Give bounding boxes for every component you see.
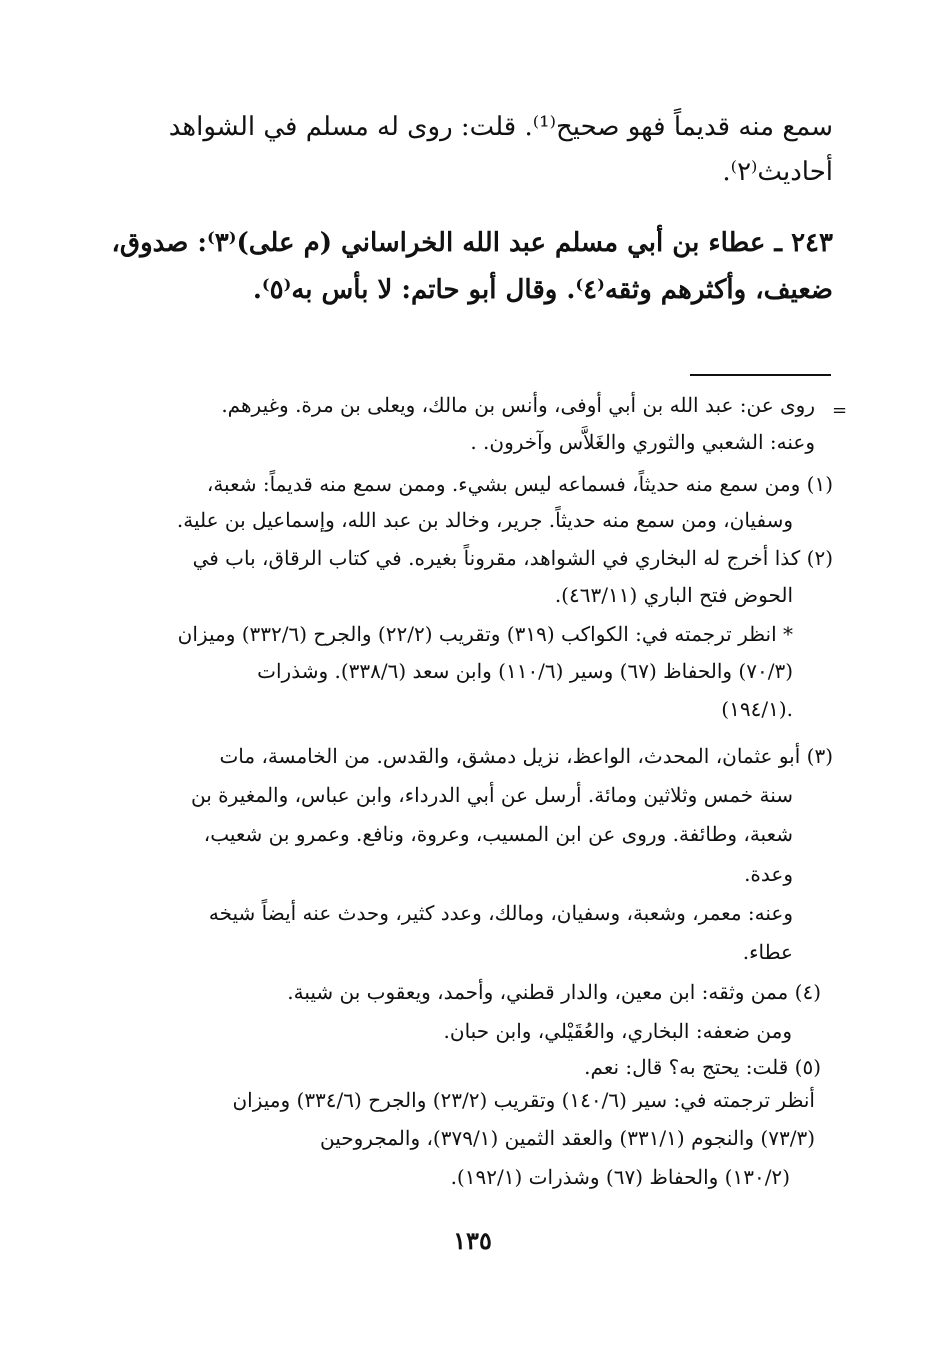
footnote-line: وعنه: معمر، وشعبة، وسفيان، ومالك، وعدد كثير، وحدث عنه أيضاً شيخه (208, 901, 793, 925)
footnote-line: شعبة، وطائفة. وروى عن ابن المسيب، وعروة، ونافع. وعمرو بن شعيب، (203, 822, 793, 846)
footnote-line: (١٩٤/١). (721, 697, 793, 721)
footnote-line: أنظر ترجمته في: سير (١٤٠/٦) وتقريب (٢٣/٢) والجرح (٣٣٤/٦) وميزان (232, 1088, 815, 1112)
entry-heading-line-2: ضعيف، وأكثرهم وثقه⁽٤⁾. وقال أبو حاتم: لا بأس به⁽٥⁾. (252, 275, 833, 305)
footnote-line: (٣) أبو عثمان، المحدث، الواعظ، نزيل دمشق، والقدس. من الخامسة، مات (219, 744, 833, 768)
footnote-line: روى عن: عبد الله بن أبي أوفى، وأنس بن مالك، ويعلى بن مرة. وغيرهم. (221, 393, 815, 417)
footnote-line: الحوض فتح الباري (٤٦٣/١١). (554, 583, 793, 607)
main-line-1: سمع منه قديماً فهو صحيح⁽¹⁾. قلت: روى له مسلم في الشواهد (168, 112, 833, 142)
footnote-line: * انظر ترجمته في: الكواكب (٣١٩) وتقريب (٢٢/٢) والجرح (٣٣٢/٦) وميزان (177, 622, 793, 646)
footnote-line: وسفيان، ومن سمع منه حديثاً. جرير، وخالد بن عبد الله، وإسماعيل بن علية. (176, 508, 793, 532)
footnote-separator (690, 374, 831, 376)
footnote-line: (٥) قلت: يحتج به؟ قال: نعم. (584, 1055, 821, 1079)
margin-mark: = (832, 400, 848, 421)
footnote-line: (٧٣/٣) والنجوم (٣٣١/١) والعقد الثمين (٣٧٩/١)، والمجروحين (320, 1126, 815, 1150)
main-line-2: أحاديث⁽٢⁾. (722, 157, 833, 187)
footnote-line: عطاء. (742, 940, 793, 964)
footnote-line: (١) ومن سمع منه حديثاً، فسماعه ليس بشيء. وممن سمع منه قديماً: شعبة، (206, 472, 833, 496)
footnote-line: (٤) ممن وثقه: ابن معين، والدار قطني، وأحمد، ويعقوب بن شيبة. (287, 980, 821, 1004)
footnote-line: (١٣٠/٢) والحفاظ (٦٧) وشذرات (١٩٢/١). (450, 1165, 790, 1189)
footnote-line: وعدة. (744, 862, 793, 886)
footnote-line: ومن ضعفه: البخاري، والعُقَيْلي، وابن حبان. (443, 1019, 792, 1043)
footnote-line: (٢) كذا أخرج له البخاري في الشواهد، مقروناً بغيره. في كتاب الرقاق، باب في (192, 546, 833, 570)
entry-heading-line-1: ٢٤٣ ـ عطاء بن أبي مسلم عبد الله الخراساني (م على)⁽٣⁾: صدوق، (111, 228, 833, 258)
footnote-line: سنة خمس وثلاثين ومائة. أرسل عن أبي الدرداء، وابن عباس، والمغيرة بن (191, 783, 793, 807)
footnote-line: وعنه: الشعبي والثوري والغَلاَّس وآخرون. . (470, 430, 815, 454)
footnote-line: (٧٠/٣) والحفاظ (٦٧) وسير (١١٠/٦) وابن سعد (٣٣٨/٦). وشذرات (257, 659, 793, 683)
page-number: ١٣٥ (453, 1226, 492, 1255)
